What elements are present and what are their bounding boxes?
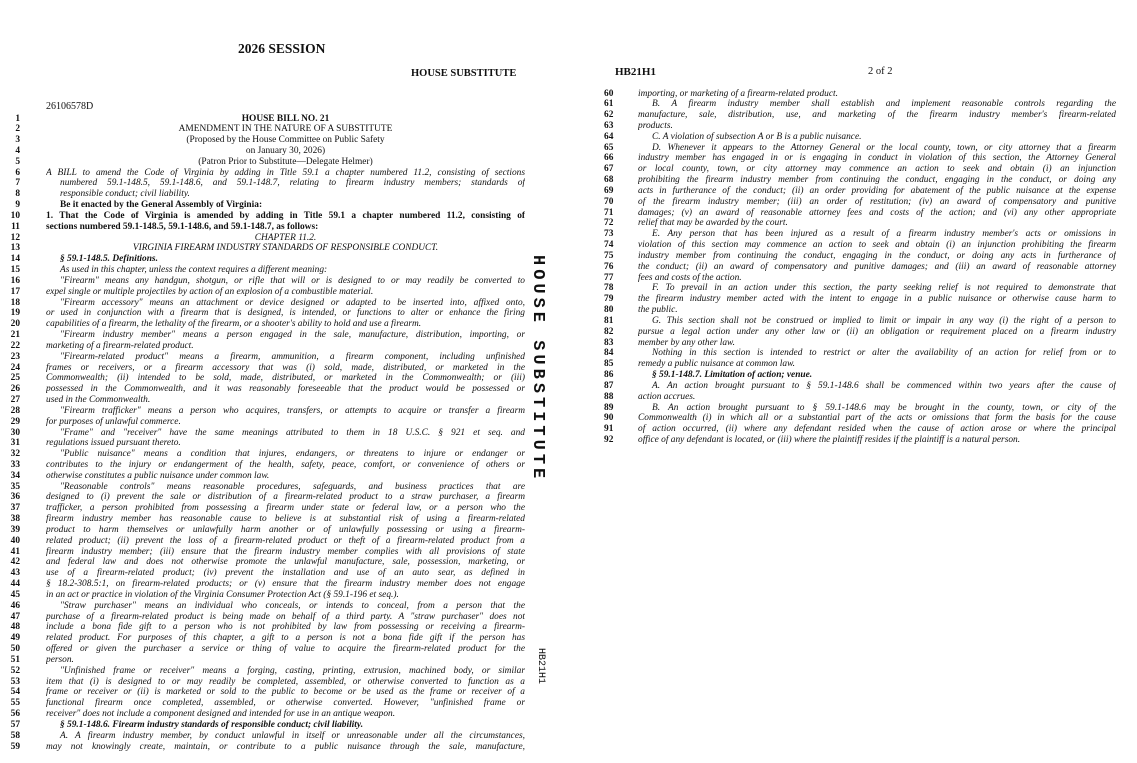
numbered-line [0, 363, 525, 374]
numbered-line [0, 406, 525, 417]
numbered-line [0, 633, 525, 644]
line-number: 20 [10, 319, 20, 330]
line-number: 84 [604, 348, 614, 359]
line-number: 51 [10, 654, 20, 665]
numbered-line [0, 200, 525, 211]
numbered-line [0, 373, 525, 384]
line-number: 70 [604, 196, 614, 207]
line-number: 59 [10, 741, 20, 752]
numbered-line [604, 413, 1116, 424]
line-text: numbered 59.1-148.5, 59.1-148.6, and 59.1-148.7, relating to firearm industry members; standards of [60, 178, 525, 189]
line-number: 40 [10, 535, 20, 546]
numbered-line [0, 460, 525, 471]
numbered-line [0, 276, 525, 287]
numbered-line [0, 157, 525, 168]
numbered-line [0, 601, 525, 612]
line-number: 47 [10, 611, 20, 622]
numbered-line [604, 305, 1116, 316]
numbered-line [0, 579, 525, 590]
numbered-line [604, 89, 1116, 100]
numbered-line [0, 438, 525, 449]
line-number: 87 [604, 380, 614, 391]
line-text: the conduct; (ii) an award of compensatory and punitive damages; and (iii) an award of reasonable attorney [638, 261, 1116, 272]
line-number: 86 [604, 370, 614, 381]
line-text: office of any defendant is located, or (iii) where the plaintiff resides if the plaintiff is a natural person. [638, 435, 1021, 445]
numbered-line [604, 110, 1116, 121]
numbered-line [0, 168, 525, 179]
line-number: 48 [10, 622, 20, 633]
session-heading: 2026 SESSION [238, 41, 326, 56]
line-number: 92 [604, 435, 614, 445]
line-number: 82 [604, 326, 614, 337]
line-text: G. This section shall not be construed or implied to limit or impair in any way (i) the right of a person to [652, 315, 1116, 326]
line-number: 66 [604, 153, 614, 164]
line-number: 56 [10, 709, 20, 720]
line-number: 69 [604, 185, 614, 196]
page-2-body [604, 89, 1116, 446]
line-text: importing, or marketing of a firearm-related product. [638, 88, 838, 99]
line-text: sections numbered 59.1-148.5, 59.1-148.6, and 59.1-148.7, as follows: [46, 221, 319, 232]
line-text: related product; (ii) prevent the loss of a firearm-related product or theft of a firearm-related product from a [46, 535, 525, 546]
numbered-line [0, 178, 525, 189]
numbered-line [0, 536, 525, 547]
numbered-line [604, 229, 1116, 240]
line-number: 25 [10, 373, 20, 384]
numbered-line [604, 143, 1116, 154]
line-text: "Public nuisance" means a condition that injures, endangers, or threatens to injure or endanger or [60, 449, 525, 460]
line-number: 79 [604, 294, 614, 305]
numbered-line [0, 254, 525, 265]
line-number: 36 [10, 492, 20, 503]
line-number: 85 [604, 359, 614, 370]
line-number: 38 [10, 514, 20, 525]
line-number: 68 [604, 175, 614, 186]
numbered-line [0, 655, 525, 666]
line-text: may not knowingly create, maintain, or contribute to a public nuisance through the sale, manufacture, [46, 741, 525, 752]
line-number: 11 [11, 221, 20, 232]
line-number: 7 [15, 178, 20, 189]
numbered-line [604, 262, 1116, 273]
line-number: 10 [10, 210, 20, 221]
line-text: for purposes of unlawful commerce. [46, 416, 181, 427]
line-text: § 59.1-148.5. Definitions. [60, 254, 158, 265]
line-text: related product. For purposes of this chapter, a gift to a person is not a bona fide gift if the person has [46, 633, 525, 644]
numbered-line [0, 482, 525, 493]
line-text: action accrues. [638, 391, 696, 402]
line-text: (Proposed by the House Committee on Public Safety [186, 135, 385, 146]
line-text: products. [638, 120, 673, 131]
line-number: 64 [604, 131, 614, 142]
line-text: firearm industry member has reasonable cause to believe is at substantial risk of using a firearm-related [46, 514, 525, 525]
line-text: E. Any person that has been injured as a result of a firearm industry member's acts or omissions in [652, 229, 1116, 240]
line-text: frame or receiver or (ii) is marketed or sold to the public to become or be used as the frame or receiver of a [46, 687, 525, 698]
line-number: 2 [15, 124, 20, 135]
numbered-line [0, 557, 525, 568]
line-text: A. An action brought pursuant to § 59.1-148.6 shall be commenced within two years after the cause of [652, 380, 1116, 391]
line-text: capabilities of a firearm, the lethality of the firearm, or a shooter's ability to hold and use a firearm. [46, 319, 422, 330]
line-text: "Firearm trafficker" means a person who acquires, transfers, or attempts to acquire or transfer a firearm [60, 405, 525, 416]
line-text: pursue a legal action under any other law or (ii) an obligation or requirement placed on a firearm industry [638, 326, 1116, 337]
line-number: 27 [10, 395, 20, 406]
numbered-line [0, 709, 525, 720]
line-text: designed to (i) prevent the sale or distribution of a firearm-related product to a straw purchaser, a firearm [46, 492, 525, 503]
line-number: 31 [10, 438, 20, 449]
numbered-line [604, 403, 1116, 414]
numbered-line [0, 287, 525, 298]
line-text: use of a firearm-related product; (iv) prevent the installation and use of an auto sear, as defined in [46, 568, 525, 579]
line-text: "Straw purchaser" means an individual who conceals, or intends to conceal, from a person that the [60, 600, 525, 611]
line-text: fees and costs of the action. [638, 272, 742, 283]
line-number: 91 [604, 424, 614, 435]
line-number: 57 [10, 719, 20, 730]
document-id: 26106578D [46, 101, 94, 112]
numbered-line [604, 283, 1116, 294]
line-text: relief that may be awarded by the court. [638, 218, 788, 229]
line-text: otherwise constitutes a public nuisance under common law. [46, 470, 270, 481]
line-text: "Frame" and "receiver" have the same meanings attributed to them in 18 U.S.C. § 921 et seq. and [60, 427, 525, 438]
line-text: HOUSE BILL NO. 21 [241, 113, 330, 124]
numbered-line [0, 265, 525, 276]
line-text: in an act or practice in violation of the Virginia Consumer Protection Act (§ 59.1-196 et seq.). [46, 589, 399, 600]
line-number: 32 [10, 449, 20, 460]
line-number: 1 [15, 113, 20, 124]
numbered-line [0, 612, 525, 623]
line-number: 58 [10, 730, 20, 741]
line-text: on January 30, 2026) [245, 145, 326, 156]
line-text: functional firearm once completed, assembled, or otherwise converted. However, "unfinished frame or [46, 698, 525, 709]
numbered-line [0, 189, 525, 200]
numbered-line [604, 316, 1116, 327]
line-text: industry member from continuing the conduct, engaging in the conduct, or doing any acts in furtherance of [638, 250, 1116, 261]
line-number: 89 [604, 402, 614, 413]
numbered-line [604, 359, 1116, 370]
line-number: 14 [10, 254, 20, 265]
line-number: 72 [604, 218, 614, 229]
numbered-line [0, 492, 525, 503]
line-text: marketing of a firearm-related product. [46, 340, 194, 351]
line-text: the firearm industry member acted with the intent to engage in a public nuisance or otherwise cause harm to [638, 294, 1116, 305]
numbered-line [0, 720, 525, 731]
numbered-line [0, 330, 525, 341]
numbered-line [0, 135, 525, 146]
numbered-line [0, 222, 525, 233]
line-number: 8 [15, 189, 20, 200]
numbered-line [0, 395, 525, 406]
numbered-line [604, 175, 1116, 186]
line-text: violation of this section may commence an action to seek and obtain (i) an injunction prohibiting the firearm [638, 240, 1116, 251]
numbered-line [604, 197, 1116, 208]
numbered-line [604, 251, 1116, 262]
numbered-line [604, 218, 1116, 229]
numbered-line [0, 644, 525, 655]
line-text: "Firearm-related product" means a firearm, ammunition, a firearm component, including unfinished [60, 351, 525, 362]
line-text: product to harm themselves or unlawfully harm another or of unlawfully possessing or using a firearm- [46, 524, 525, 535]
line-number: 22 [10, 340, 20, 351]
numbered-line [604, 132, 1116, 143]
line-number: 78 [604, 283, 614, 294]
line-text: regulations issued pursuant thereto. [46, 438, 181, 449]
line-text: VIRGINIA FIREARM INDUSTRY STANDARDS OF RESPONSIBLE CONDUCT. [132, 243, 439, 254]
line-number: 23 [10, 351, 20, 362]
numbered-line [0, 731, 525, 742]
numbered-line [0, 298, 525, 309]
line-number: 29 [10, 416, 20, 427]
numbered-line [0, 243, 525, 254]
line-text: CHAPTER 11.2. [254, 232, 317, 243]
numbered-line [0, 114, 525, 125]
numbered-line [0, 742, 525, 753]
numbered-line [0, 687, 525, 698]
line-text: of the firearm industry member; (iii) an order of restitution; (iv) an award of compensatory and punitive [638, 196, 1116, 207]
line-number: 39 [10, 524, 20, 535]
line-number: 3 [15, 135, 20, 146]
line-number: 28 [10, 405, 20, 416]
line-number: 62 [604, 110, 614, 121]
line-text: industry member has engaged in or is engaging in conduct in violation of this section, the Attorney General [638, 153, 1116, 164]
line-text: used in the Commonwealth. [46, 395, 151, 406]
line-text: purchase of a firearm-related product is being made on behalf of a third party. A "straw purchaser" does not [46, 611, 525, 622]
line-text: B. An action brought pursuant to § 59.1-148.6 may be brought in the county, town, or city of the [652, 402, 1116, 413]
line-text: "Reasonable controls" means reasonable procedures, safeguards, and business practices that are [60, 481, 525, 492]
numbered-line [0, 352, 525, 363]
line-number: 30 [10, 427, 20, 438]
numbered-line [604, 153, 1116, 164]
line-number: 67 [604, 164, 614, 175]
line-number: 49 [10, 633, 20, 644]
numbered-line [0, 384, 525, 395]
numbered-line [604, 208, 1116, 219]
numbered-line [0, 211, 525, 222]
line-number: 65 [604, 142, 614, 153]
line-text: § 59.1-148.7. Limitation of action; venue. [652, 370, 813, 381]
numbered-line [0, 471, 525, 482]
line-number: 5 [15, 156, 20, 167]
numbered-line [604, 348, 1116, 359]
line-text: item that (i) is designed to or may readily be completed, assembled, or otherwise converted to function as a [46, 676, 525, 687]
line-number: 34 [10, 470, 20, 481]
bill-id-header: HB21H1 [615, 66, 656, 78]
numbered-line [0, 428, 525, 439]
line-number: 9 [15, 200, 20, 211]
numbered-line [0, 319, 525, 330]
numbered-line [604, 392, 1116, 403]
line-number: 26 [10, 384, 20, 395]
numbered-line [0, 677, 525, 688]
line-number: 61 [604, 99, 614, 110]
line-text: § 59.1-148.6. Firearm industry standards of responsible conduct; civil liability. [60, 719, 364, 730]
line-number: 54 [10, 687, 20, 698]
line-text: or used in conjunction with a firearm that is designed, is intended, or functions to alter or enhance the firing [46, 308, 525, 319]
numbered-line [0, 666, 525, 677]
line-number: 77 [604, 272, 614, 283]
numbered-line [0, 622, 525, 633]
numbered-line [604, 435, 1116, 446]
numbered-line [604, 381, 1116, 392]
line-text: acts in furtherance of the conduct; (ii) an order providing for abatement of the public nuisance at the expense [638, 185, 1116, 196]
line-text: As used in this chapter, unless the context requires a different meaning: [60, 265, 328, 276]
numbered-line [604, 164, 1116, 175]
line-text: the public. [638, 305, 678, 316]
line-text: Nothing in this section is intended to restrict or alter the availability of an action for relief from or to [652, 348, 1116, 359]
line-text: Commonwealth; (ii) intended to be sold, made, distributed, or marketed in the Commonwealth; or (iii) [46, 373, 525, 384]
numbered-line [0, 124, 525, 135]
numbered-line [604, 338, 1116, 349]
line-number: 74 [604, 240, 614, 251]
line-number: 76 [604, 261, 614, 272]
numbered-line [0, 146, 525, 157]
line-text: remedy a public nuisance at common law. [638, 359, 795, 370]
line-text: C. A violation of subsection A or B is a public nuisance. [652, 131, 862, 142]
line-number: 88 [604, 391, 614, 402]
line-number: 17 [10, 286, 20, 297]
line-number: 19 [10, 308, 20, 319]
line-number: 44 [10, 579, 20, 590]
numbered-line [0, 568, 525, 579]
line-number: 41 [10, 546, 20, 557]
line-number: 60 [604, 88, 614, 99]
line-number: 75 [604, 250, 614, 261]
numbered-line [0, 525, 525, 536]
line-number: 83 [604, 337, 614, 348]
line-number: 71 [604, 207, 614, 218]
line-text: member by any other law. [638, 337, 735, 348]
numbered-line [0, 233, 525, 244]
numbered-line [0, 590, 525, 601]
line-text: prohibiting the firearm industry member from continuing the conduct, engaging in the conduct, or doing any [638, 175, 1116, 186]
line-number: 90 [604, 413, 614, 424]
line-text: and federal law and does not otherwise promote the unlawful manufacture, sale, possession, marketing, or [46, 557, 525, 568]
line-text: "Firearm" means any handgun, shotgun, or rifle that will or is designed to or may readily be converted to [60, 275, 525, 286]
line-text: possessed in the Commonwealth, and it was reasonably foreseeable that the product would be possessed or [46, 384, 525, 395]
page-1-body [0, 114, 525, 753]
line-text: A. A firearm industry member, by conduct unlawful in itself or unreasonable under all the circumstances, [60, 730, 525, 741]
numbered-line [604, 370, 1116, 381]
numbered-line [0, 503, 525, 514]
line-text: D. Whenever it appears to the Attorney General or the local county, town, or city attorney that a firearm [652, 142, 1116, 153]
line-text: B. A firearm industry member shall establish and implement reasonable controls regarding the [652, 99, 1116, 110]
line-text: (Patron Prior to Substitute—Delegate Helmer) [198, 156, 373, 167]
line-number: 33 [10, 460, 20, 470]
line-text: § 18.2-308.5:1, on firearm-related products; or (v) ensure that the firearm industry member does not engage [46, 579, 525, 590]
line-number: 24 [10, 362, 20, 373]
line-number: 63 [604, 120, 614, 131]
line-number: 37 [10, 503, 20, 514]
line-text: AMENDMENT IN THE NATURE OF A SUBSTITUTE [178, 124, 393, 135]
line-number: 13 [10, 243, 20, 254]
line-number: 42 [10, 557, 20, 568]
numbered-line [0, 308, 525, 319]
line-text: trafficker, a person prohibited from possessing a firearm under state or federal law, or a person who the [46, 503, 525, 514]
line-number: 35 [10, 481, 20, 492]
numbered-line [0, 341, 525, 352]
numbered-line [0, 698, 525, 709]
numbered-line [0, 417, 525, 428]
line-text: receiver" does not include a component designed and intended for use in an antique weapon. [46, 709, 396, 720]
line-number: 12 [10, 232, 20, 243]
vertical-bill-id: HB21H1 [535, 648, 546, 685]
line-text: 1. That the Code of Virginia is amended by adding in Title 59.1 a chapter numbered 11.2, consisting of [46, 210, 525, 221]
line-text: A BILL to amend the Code of Virginia by adding in Title 59.1 a chapter numbered 11.2, consisting of sections [46, 167, 525, 178]
line-number: 80 [604, 305, 614, 316]
line-text: expel single or multiple projectiles by action of an explosion of a combustible material. [46, 286, 374, 297]
line-text: manufacture, sale, distribution, use, and marketing of the firearm industry member's firearm-related [638, 110, 1116, 121]
line-text: Be it enacted by the General Assembly of Virginia: [60, 200, 263, 211]
numbered-line [0, 514, 525, 525]
line-number: 18 [10, 297, 20, 308]
line-text: of action occurred, (ii) where any defendant resided when the cause of action arose or where the principal [638, 424, 1116, 435]
line-text: contributes to the injury or endangerment of the health, safety, peace, comfort, or convenience of others or [46, 460, 525, 470]
numbered-line [604, 273, 1116, 284]
numbered-line [0, 547, 525, 558]
numbered-line [604, 424, 1116, 435]
line-number: 45 [10, 589, 20, 600]
line-text: F. To prevail in an action under this section, the party seeking relief is not required to demonstrate that [652, 283, 1116, 294]
line-text: damages; (v) an award of reasonable attorney fees and costs of the action; and (vi) any other appropriate [638, 207, 1116, 218]
numbered-line [604, 327, 1116, 338]
line-text: frames or receivers, or a firearm accessory that was (i) sold, made, distributed, or marketed in the [46, 362, 525, 373]
line-text: offered or given the purchaser a service or thing of value to acquire the firearm-related product for the [46, 644, 525, 655]
line-number: 4 [15, 145, 20, 156]
line-number: 16 [10, 275, 20, 286]
line-number: 81 [604, 315, 614, 326]
numbered-line [604, 240, 1116, 251]
line-number: 6 [15, 167, 20, 178]
numbered-line [0, 449, 525, 460]
line-number: 52 [10, 665, 20, 676]
line-text: "Firearm industry member" means a person engaged in the sale, manufacture, distribution, importing, or [60, 330, 525, 341]
line-number: 21 [10, 330, 20, 341]
line-number: 73 [604, 229, 614, 240]
line-text: "Unfinished frame or receiver" means a forging, casting, printing, extrusion, machined body, or similar [60, 665, 525, 676]
line-text: firearm industry member; (iii) ensure that the firearm industry member complies with all provisions of state [46, 546, 525, 557]
line-text: Commonwealth (i) in which all or a substantial part of the acts or omissions that form the basis for the cause [638, 413, 1116, 424]
substitute-label: HOUSE SUBSTITUTE [411, 68, 517, 79]
line-text: or local county, town, or city attorney may commence an action to seek and obtain (i) an injunction [638, 164, 1116, 175]
line-number: 53 [10, 676, 20, 687]
numbered-line [604, 186, 1116, 197]
line-text: "Firearm accessory" means an attachment or device designed or adapted to be inserted into, affixed onto, [60, 297, 525, 308]
line-number: 50 [10, 644, 20, 655]
numbered-line [604, 99, 1116, 110]
line-text: responsible conduct; civil liability. [60, 189, 190, 200]
line-number: 43 [10, 568, 20, 579]
line-text: person. [46, 654, 74, 665]
line-number: 46 [10, 600, 20, 611]
numbered-line [604, 294, 1116, 305]
numbered-line [604, 121, 1116, 132]
line-text: include a bona fide gift to a person who is not prohibited by law from possessing or receiving a firearm- [46, 622, 525, 633]
vertical-title: HOUSE SUBSTITUTE [528, 255, 547, 483]
line-number: 55 [10, 698, 20, 709]
line-number: 15 [10, 265, 20, 276]
page-indicator: 2 of 2 [868, 66, 893, 77]
